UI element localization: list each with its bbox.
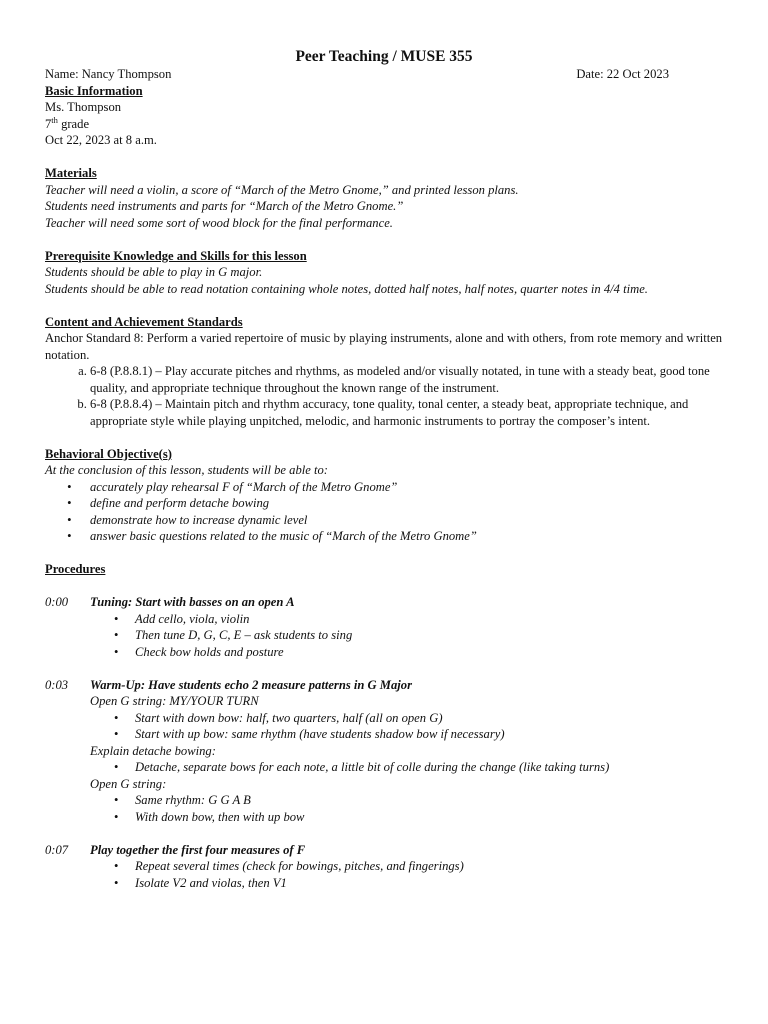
name-date-row	[45, 66, 725, 83]
lesson-datetime: Oct 22, 2023 at 8 a.m.	[45, 133, 157, 147]
materials-line: Teacher will need some sort of wood block for the final performance.	[45, 215, 393, 230]
procedure-subheading: Open G string: MY/YOUR TURN	[90, 694, 259, 708]
procedure-bullet: • Same rhythm: G G A B	[135, 792, 725, 809]
procedure-bullet: • Add cello, viola, violin	[135, 611, 725, 628]
grade-suffix: th	[51, 114, 58, 125]
objective-item: • define and perform detache bowing	[90, 495, 725, 512]
prerequisite-section	[45, 248, 725, 298]
procedure-bullets	[45, 759, 725, 776]
procedure-step	[45, 594, 725, 611]
date-line: Date: 22 Oct 2023	[576, 67, 669, 81]
grade-word: grade	[57, 116, 90, 131]
objective-item: • demonstrate how to increase dynamic level	[90, 512, 725, 529]
objectives-list	[45, 479, 725, 545]
basic-information-section	[45, 83, 725, 149]
procedure-step	[45, 677, 725, 694]
prerequisite-line: Students should be able to play in G major.	[45, 265, 263, 279]
grade-line	[45, 116, 725, 133]
procedure-title: Play together the first four measures of F	[90, 842, 306, 857]
procedures-heading: Procedures	[45, 562, 106, 576]
procedure-bullet: • Isolate V2 and violas, then V1	[135, 875, 725, 892]
materials-line: Teacher will need a violin, a score of “March of the Metro Gnome,” and printed lesson plans.	[45, 182, 519, 197]
standards-section	[45, 314, 725, 430]
procedure-bullet: • Repeat several times (check for bowings, pitches, and fingerings)	[135, 858, 725, 875]
procedure-title: Tuning: Start with basses on an open A	[90, 595, 295, 609]
objectives-heading: Behavioral Objective(s)	[45, 446, 172, 461]
procedure-time: 0:03	[45, 677, 69, 692]
standards-list	[45, 363, 725, 429]
document-title: Peer Teaching / MUSE 355	[295, 48, 473, 65]
procedure-bullet: • With down bow, then with up bow	[135, 809, 725, 826]
document-page	[45, 47, 725, 891]
standard-item: a. 6-8 (P.8.8.1) – Play accurate pitches and rhythms, as modeled and/or visually notated, in tune with a steady beat, good tone quality, and appropriate technique throughout the known range of the instrument.	[90, 363, 725, 396]
procedure-bullets	[45, 710, 725, 743]
standard-item: b. 6-8 (P.8.8.4) – Maintain pitch and rhythm accuracy, tone quality, tonal center, a steady beat, appropriate technique, and appropriate style while playing unpitched, melodic, and harmonic instruments to portray the composer’s intent.	[90, 396, 725, 429]
procedure-bullet: • Detache, separate bows for each note, a little bit of colle during the change (like taking turns)	[135, 759, 725, 776]
materials-section	[45, 165, 725, 231]
prerequisite-line: Students should be able to read notation containing whole notes, dotted half notes, half notes, quarter notes in 4/4 time.	[45, 281, 648, 296]
procedure-bullet: • Check bow holds and posture	[135, 644, 725, 661]
procedure-bullets	[45, 858, 725, 891]
basic-information-heading: Basic Information	[45, 83, 143, 98]
procedures-section	[45, 561, 725, 891]
procedure-bullets	[45, 611, 725, 661]
procedure-subheading: Explain detache bowing:	[90, 743, 216, 758]
objective-item: • accurately play rehearsal F of “March of the Metro Gnome”	[90, 479, 725, 496]
procedure-bullets	[45, 792, 725, 825]
objectives-intro: At the conclusion of this lesson, students will be able to:	[45, 463, 328, 477]
procedure-time: 0:07	[45, 842, 69, 857]
procedure-title: Warm-Up: Have students echo 2 measure patterns in G Major	[90, 677, 412, 692]
procedure-bullet: • Start with down bow: half, two quarters, half (all on open G)	[135, 710, 725, 727]
prerequisite-heading: Prerequisite Knowledge and Skills for this lesson	[45, 248, 307, 263]
objectives-section	[45, 446, 725, 545]
procedure-subheading: Open G string:	[90, 776, 167, 791]
teacher-name: Ms. Thompson	[45, 100, 122, 114]
procedure-step	[45, 842, 725, 859]
procedure-bullet: • Start with up bow: same rhythm (have students shadow bow if necessary)	[135, 726, 725, 743]
procedure-time: 0:00	[45, 595, 69, 609]
procedure-bullet: • Then tune D, G, C, E – ask students to sing	[135, 627, 725, 644]
standards-heading: Content and Achievement Standards	[45, 314, 243, 329]
materials-heading: Materials	[45, 166, 97, 180]
grade-number: 7	[45, 116, 52, 131]
anchor-standard: Anchor Standard 8: Perform a varied repertoire of music by playing instruments, alone and with others, from rote memory and written notation.	[45, 331, 723, 362]
objective-item: • answer basic questions related to the music of “March of the Metro Gnome”	[90, 528, 725, 545]
name-line: Name: Nancy Thompson	[45, 67, 172, 81]
materials-line: Students need instruments and parts for “March of the Metro Gnome.”	[45, 199, 404, 213]
